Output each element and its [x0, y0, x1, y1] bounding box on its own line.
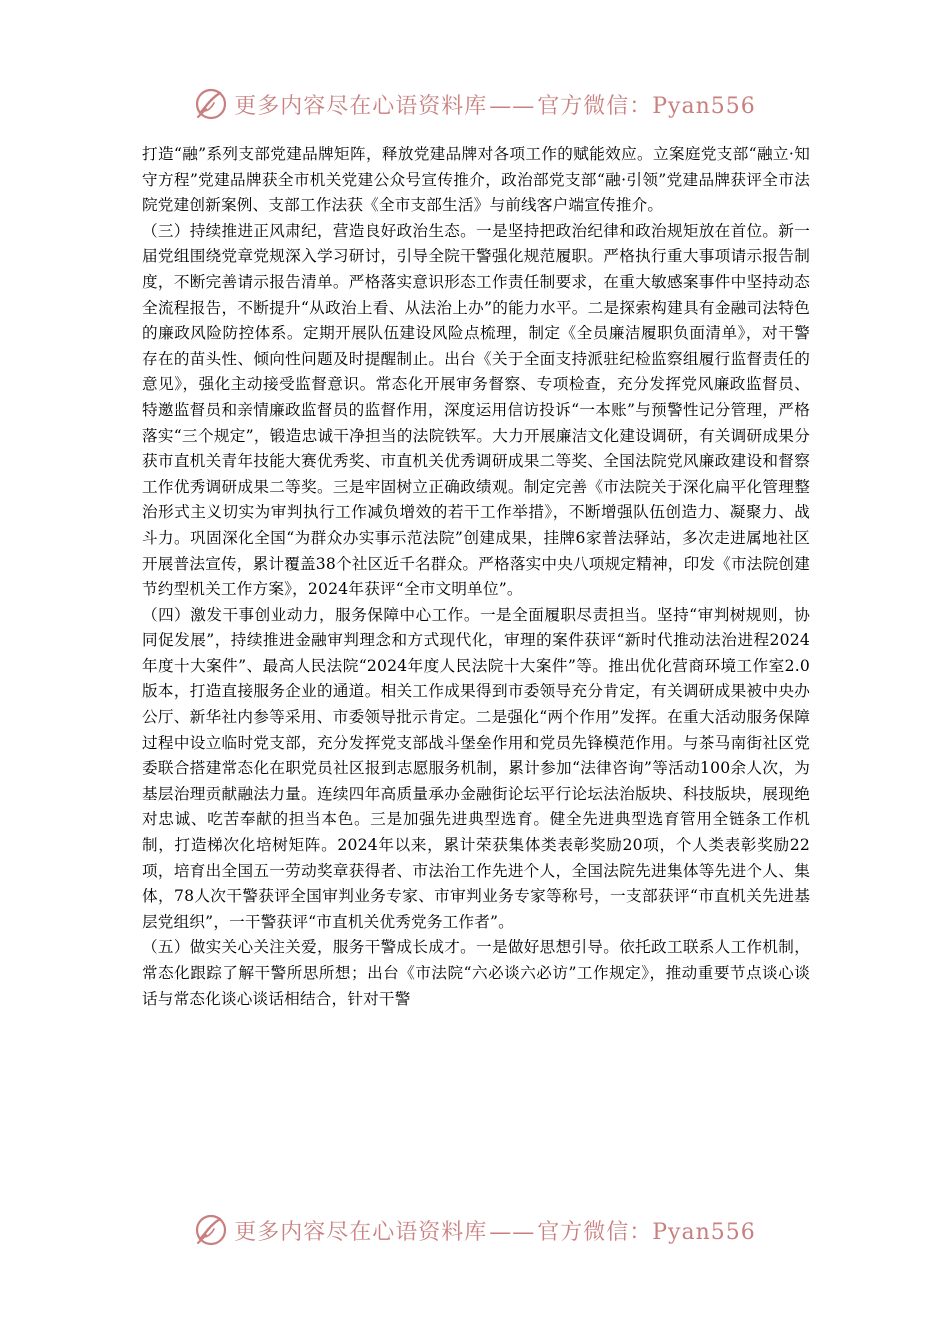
pen-signature-logo-icon [194, 1213, 228, 1247]
watermark-footer [0, 1210, 950, 1250]
watermark-wechat-id: Pyan556 [652, 1219, 756, 1245]
watermark-slogan: 更多内容尽在心语资料库 [234, 93, 488, 119]
paragraph: 打造“融”系列支部党建品牌矩阵，释放党建品牌对各项工作的赋能效应。立案庭党支部“融立·知守方程”党建品牌获全市机关党建公众号宣传推介，政治部党支部“融·引领”党建品牌获评全市法院党建创新案例、支部工作法获《全市支部生活》与前线客户端宣传推介。 [142, 145, 810, 215]
watermark-text [234, 1215, 756, 1246]
watermark-separator: —— [489, 93, 536, 119]
paragraph: （四）激发干事创业动力，服务保障中心工作。一是全面履职尽责担当。坚持“审判树规则，协同促发展”，持续推进金融审判理念和方式现代化，审理的案件获评“新时代推动法治进程2024年度十大案件”、最高人民法院“2024年度人民法院十大案件”等。推出优化营商环境工作室2.0版本，打造直接服务企业的通道。相关工作成果得到市委领导充分肯定，有关调研成果被中央办公厅、新华社内参等采用、市委领导批示肯定。二是强化“两个作用”发挥。在重大活动服务保障过程中设立临时党支部，充分发挥党支部战斗堡垒作用和党员先锋模范作用。与茶马南街社区党委联合搭建常态化在职党员社区报到志愿服务机制，累计参加“法律咨询”等活动100余人次，为基层治理贡献融法力量。连续四年高质量承办金融街论坛平行论坛法治版块、科技版块，展现绝对忠诚、吃苦奉献的担当本色。三是加强先进典型选育。健全先进典型选育管用全链条工作机制，打造梯次化培树矩阵。2024年以来，累计荣获集体类表彰奖励20项，个人类表彰奖励22项，培育出全国五一劳动奖章获得者、市法治工作先进个人，全国法院先进集体等先进个人、集体，78人次干警获评全国审判业务专家、市审判业务专家等称号，一支部获评“市直机关先进基层党组织”，一干警获评“市直机关优秀党务工作者”。 [142, 605, 810, 931]
watermark-wechat-label: 官方微信： [537, 1219, 653, 1245]
document-body [142, 142, 810, 1012]
watermark-wechat-label: 官方微信： [537, 93, 653, 119]
paragraph: （三）持续推进正风肃纪，营造良好政治生态。一是坚持把政治纪律和政治规矩放在首位。新一届党组围绕党章党规深入学习研讨，引导全院干警强化规范履职。严格执行重大事项请示报告制度，不断完善请示报告清单。严格落实意识形态工作责任制要求，在重大敏感案事件中坚持动态全流程报告，不断提升“从政治上看、从法治上办”的能力水平。二是探索构建具有金融司法特色的廉政风险防控体系。定期开展队伍建设风险点梳理，制定《全员廉洁履职负面清单》，对干警存在的苗头性、倾向性问题及时提醒制止。出台《关于全面支持派驻纪检监察组履行监督责任的意见》，强化主动接受监督意识。常态化开展审务督察、专项检查，充分发挥党风廉政监督员、特邀监督员和亲情廉政监督员的监督作用，深度运用信访投诉“一本账”与预警性记分管理，严格落实“三个规定”，锻造忠诚干净担当的法院铁军。大力开展廉洁文化建设调研，有关调研成果分获市直机关青年技能大赛优秀奖、市直机关优秀调研成果二等奖、全国法院党风廉政建设和督察工作优秀调研成果二等奖。三是牢固树立正确政绩观。制定完善《市法院关于深化扁平化管理整治形式主义切实为审判执行工作减负增效的若干工作举措》，不断增强队伍创造力、凝聚力、战斗力。巩固深化全国“为群众办实事示范法院”创建成果，挂牌6家普法驿站，多次走进属地社区开展普法宣传，累计覆盖38个社区近千名群众。严格落实中央八项规定精神，印发《市法院创建节约型机关工作方案》，2024年获评“全市文明单位”。 [142, 221, 810, 599]
paragraph: （五）做实关心关注关爱，服务干警成长成才。一是做好思想引导。依托政工联系人工作机制，常态化跟踪了解干警所思所想；出台《市法院“六必谈六必访”工作规定》，推动重要节点谈心谈话与常态化谈心谈话相结合，针对干警 [142, 938, 810, 1008]
watermark-slogan: 更多内容尽在心语资料库 [234, 1219, 488, 1245]
watermark-text [234, 89, 756, 120]
watermark-separator: —— [489, 1219, 536, 1245]
watermark-wechat-id: Pyan556 [652, 93, 756, 119]
watermark-header [0, 84, 950, 124]
pen-signature-logo-icon [194, 87, 228, 121]
